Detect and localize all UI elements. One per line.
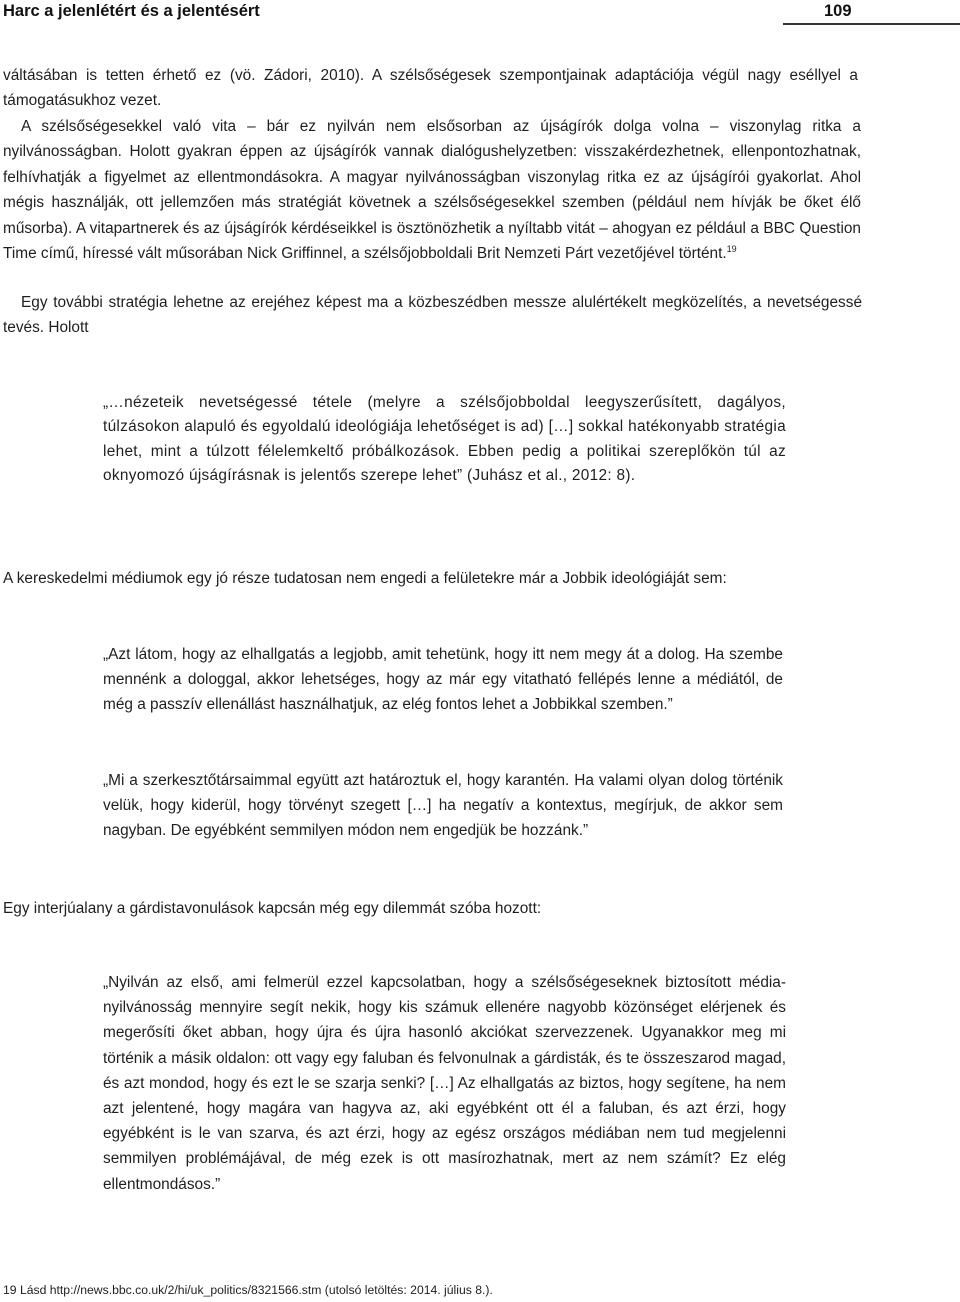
paragraph-2-body: A szélsőségesekkel való vita – bár ez nyilván nem elsősorban az újságírók dolga volna – viszonylag ritka a nyilvánosságban. Holott gyakran éppen az újságírók vannak dialógushelyzetben: visszakérdezhetnek, ellenpontozhatnak, felhívhatják a figyelmet az ellentmondásokra. A magyar nyilvánosságban viszonylag ritka ez az újságírói gyakorlat. Ahol mégis használják, ott jellemzően más stratégiát követnek a szélsőségesekkel szemben (például nem hívják be őket élő műsorba). A vitapartnerek és az újságírók kérdéseikkel is ösztönözhetik a nyíltabb vitát – ahogyan ez például a BBC Question Time című, híressé vált műsorában Nick Griffinnel, a szélsőjobboldali Brit Nemzeti Párt vezetőjével történt. xyxy=(3,118,861,263)
paragraph-4 xyxy=(3,566,863,591)
blockquote-2-text: „Azt látom, hogy az elhallgatás a legjobb, amit tehetünk, hogy itt nem megy át a dolog. Ha szembe mennénk a dologgal, akkor lehetséges, hogy az már egy vitatható fellépés lenne a médiától, de még a passzív ellenállást használhatjuk, az elég fontos lehet a Jobbikkal szemben.” xyxy=(103,646,783,713)
running-header xyxy=(0,0,960,28)
running-header-title: Harc a jelenlétért és a jelentésért xyxy=(3,2,260,20)
blockquote-1-text: „…nézeteik nevetségessé tétele (melyre a szélsőjobboldal leegyszerűsített, dagályos, túlzásokon alapuló és egyoldalú ideológiája lehetőséget is ad) […] sokkal hatékonyabb stratégia lehet, mint a túlzott félelemkeltő próbálkozások. Ebben pedig a politikai szereplőkön túl az oknyomozó újságírásnak is jelentős szerepe lehet” (Juhász et al., 2012: 8). xyxy=(103,394,786,485)
paragraph-1-text: váltásában is tetten érhető ez (vö. Zádori, 2010). A szélsőségesek szempontjainak adaptációja végül nagy eséllyel a támogatásukhoz vezet. xyxy=(3,67,858,110)
header-rule xyxy=(783,23,960,25)
paragraph-3-text: Egy további stratégia lehetne az erejéhez képest ma a közbeszédben messze alulértékelt megközelítés, a nevetségessé tevés. Holott xyxy=(3,294,862,337)
blockquote-2 xyxy=(103,643,783,717)
paragraph-4-text: A kereskedelmi médiumok egy jó része tudatosan nem engedi a felületekre már a Jobbik ideológiáját sem: xyxy=(3,570,727,587)
blockquote-3 xyxy=(103,769,783,843)
paragraph-2-text xyxy=(3,114,861,266)
blockquote-3-text: „Mi a szerkesztőtársaimmal együtt azt határoztuk el, hogy karantén. Ha valami olyan dolog történik velük, hogy kiderül, hogy törvényt szegett […] ha negatív a kontextus, megírjuk, de akkor sem nagyban. De egyébként semmilyen módon nem engedjük be hozzánk.” xyxy=(103,772,783,839)
paragraph-2 xyxy=(3,114,861,266)
page-number: 109 xyxy=(824,2,852,20)
blockquote-1 xyxy=(103,391,786,489)
paragraph-5 xyxy=(3,896,863,921)
paragraph-3 xyxy=(3,290,862,341)
paragraph-5-text: Egy interjúalany a gárdistavonulások kapcsán még egy dilemmát szóba hozott: xyxy=(3,900,542,917)
blockquote-4-text: „Nyilván az első, ami felmerül ezzel kapcsolatban, hogy a szélsőségeseknek biztosított média-nyilvánosság mennyire segít nekik, hogy kis számuk ellenére nagyobb közönséget elérjenek és megerősíti őket abban, hogy újra és újra hasonló akciókat szervezzenek. Ugyanakkor meg mi történik a másik oldalon: ott vagy egy faluban és felvonulnak a gárdisták, és te összeszarod magad, és azt mondod, hogy és ezt le se szarja senki? […] Az elhallgatás az biztos, hogy segítene, ha nem azt jelentené, hogy magára van hagyva az, aki egyébként ott él a faluban, és azt érzi, hogy egyébként is le van szarva, és azt érzi, hogy az egész országos médiában nem tud megjelenni semmilyen problémájával, de még ezek is ott masírozhatnak, mert az nem számít? Ez elég ellentmondásos.” xyxy=(103,974,786,1193)
paragraph-1 xyxy=(3,63,858,114)
footnote: 19 Lásd http://news.bbc.co.uk/2/hi/uk_politics/8321566.stm (utolsó letöltés: 2014. július 8.). xyxy=(3,1283,493,1297)
footnote-reference: 19 xyxy=(726,243,737,254)
blockquote-4 xyxy=(103,970,786,1197)
